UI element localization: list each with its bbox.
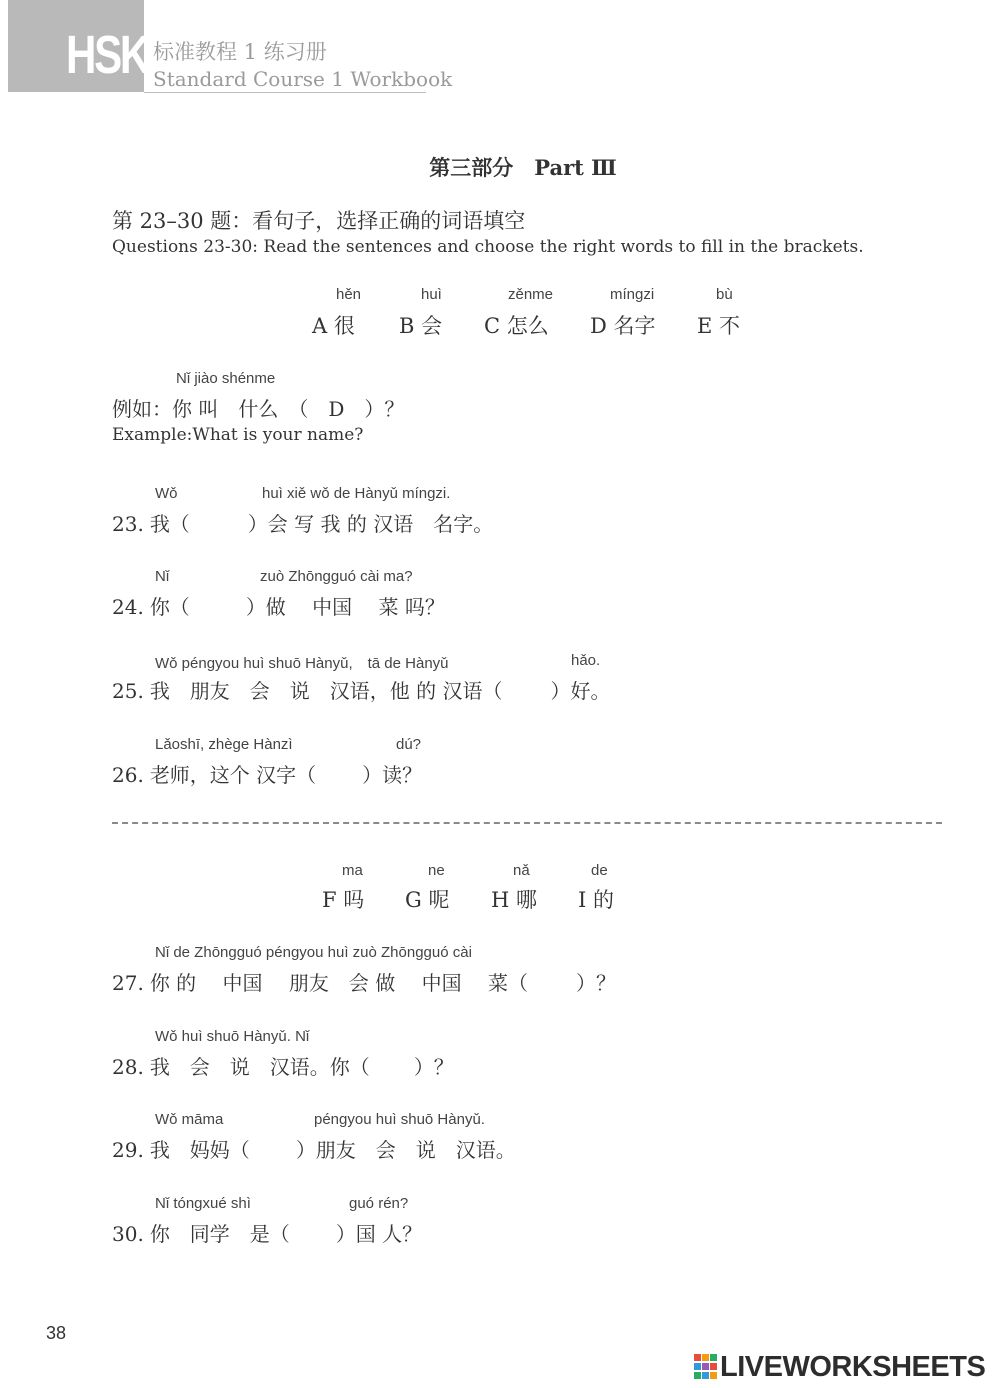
q30-number: 30.: [112, 1222, 144, 1246]
q29-after: ）朋友 会 说 汉语。: [295, 1138, 516, 1162]
option-a-pinyin: hěn: [336, 286, 362, 303]
option-d: D 名字: [590, 314, 656, 338]
q29-pinyin-b: péngyou huì shuō Hànyǔ.: [314, 1111, 485, 1128]
q25-pinyin-b: hǎo.: [571, 652, 601, 669]
section-divider: [112, 822, 942, 824]
option-i: I 的: [578, 888, 614, 912]
q30-after: ）国 人？: [335, 1222, 423, 1246]
q24-number: 24.: [112, 595, 144, 619]
q27-before: 你 的 中国 朋友 会 做 中国 菜（: [149, 971, 528, 995]
q29-before: 我 妈妈（: [149, 1138, 250, 1162]
q27-after: ）？: [575, 971, 616, 995]
q29-line: [112, 1134, 516, 1163]
option-g: G 呢: [405, 888, 450, 912]
q27-line: [112, 967, 616, 996]
q27-pinyin: Nǐ de Zhōngguó péngyou huì zuò Zhōngguó cài: [155, 944, 472, 961]
part-title: 第三部分 Part Ⅲ: [429, 155, 617, 180]
q28-after: ）？: [413, 1055, 454, 1079]
q26-after: ）读？: [362, 763, 423, 787]
q24-line: [112, 591, 445, 620]
q29-pinyin-a: Wǒ māma: [155, 1111, 224, 1128]
q27-number: 27.: [112, 971, 144, 995]
hsk-logo-box: [8, 0, 148, 92]
example-pinyin: Nǐ jiào shénme: [176, 370, 276, 387]
q24-pinyin-b: zuò Zhōngguó cài ma?: [260, 568, 413, 585]
header-title-en: Standard Course 1 Workbook: [153, 67, 453, 91]
example-english: Example:What is your name?: [112, 425, 364, 445]
option-b-pinyin: huì: [421, 286, 442, 303]
q24-after: ）做 中国 菜 吗？: [245, 595, 445, 619]
q30-pinyin-b: guó rén?: [349, 1195, 409, 1212]
q25-pinyin-a: Wǒ péngyou huì shuō Hànyǔ, tā de Hànyǔ: [155, 655, 449, 672]
header-title-cn: 标准教程 1 练习册: [153, 40, 327, 64]
q26-pinyin-a: Lǎoshī, zhège Hànzì: [155, 736, 293, 753]
q25-after: ）好。: [550, 679, 611, 703]
option-f: F 吗: [322, 888, 365, 912]
q26-number: 26.: [112, 763, 144, 787]
q28-number: 28.: [112, 1055, 144, 1079]
q24-before: 你（: [149, 595, 190, 619]
option-b: B 会: [399, 314, 443, 338]
example-sentence: 例如：你 叫 什么 （ D ）？: [112, 397, 405, 421]
option-e: E 不: [697, 314, 741, 338]
q23-after: ）会 写 我 的 汉语 名字。: [247, 512, 494, 536]
hsk-logo-text: HSK: [66, 25, 148, 85]
option-h-pinyin: nǎ: [513, 862, 530, 879]
q23-line: [112, 508, 493, 537]
liveworksheets-icon: [694, 1354, 718, 1380]
option-a: A 很: [312, 314, 355, 338]
option-c: C 怎么: [484, 314, 549, 338]
option-e-pinyin: bù: [716, 286, 733, 303]
q28-before: 我 会 说 汉语。你（: [149, 1055, 370, 1079]
liveworksheets-text: LIVEWORKSHEETS: [720, 1351, 986, 1383]
q29-number: 29.: [112, 1138, 144, 1162]
q28-pinyin: Wǒ huì shuō Hànyǔ. Nǐ: [155, 1028, 310, 1045]
q30-before: 你 同学 是（: [149, 1222, 290, 1246]
option-d-pinyin: míngzi: [610, 286, 655, 303]
option-i-pinyin: de: [591, 862, 608, 879]
option-g-pinyin: ne: [428, 862, 445, 879]
instructions-en: Questions 23-30: Read the sentences and choose the right words to fill in the brackets.: [112, 237, 864, 257]
q26-line: [112, 759, 422, 788]
header-rule: [144, 92, 426, 93]
q30-pinyin-a: Nǐ tóngxué shì: [155, 1195, 251, 1212]
q23-pinyin-a: Wǒ: [155, 485, 178, 502]
q28-line: [112, 1051, 454, 1080]
instructions-cn: 第 23–30 题：看句子，选择正确的词语填空: [112, 209, 526, 233]
option-f-pinyin: ma: [342, 862, 363, 879]
q26-pinyin-b: dú?: [396, 736, 422, 753]
option-c-pinyin: zěnme: [508, 286, 554, 303]
q23-number: 23.: [112, 512, 144, 536]
q25-number: 25.: [112, 679, 144, 703]
q23-pinyin-b: huì xiě wǒ de Hànyǔ míngzi.: [262, 485, 451, 502]
q25-line: [112, 675, 611, 704]
q30-line: [112, 1218, 422, 1247]
q25-before: 我 朋友 会 说 汉语，他 的 汉语（: [149, 679, 503, 703]
q26-before: 老师，这个 汉字（: [149, 763, 317, 787]
option-h: H 哪: [491, 888, 537, 912]
page-number: 38: [46, 1323, 67, 1343]
q23-before: 我（: [149, 512, 190, 536]
q24-pinyin-a: Nǐ: [155, 568, 170, 585]
